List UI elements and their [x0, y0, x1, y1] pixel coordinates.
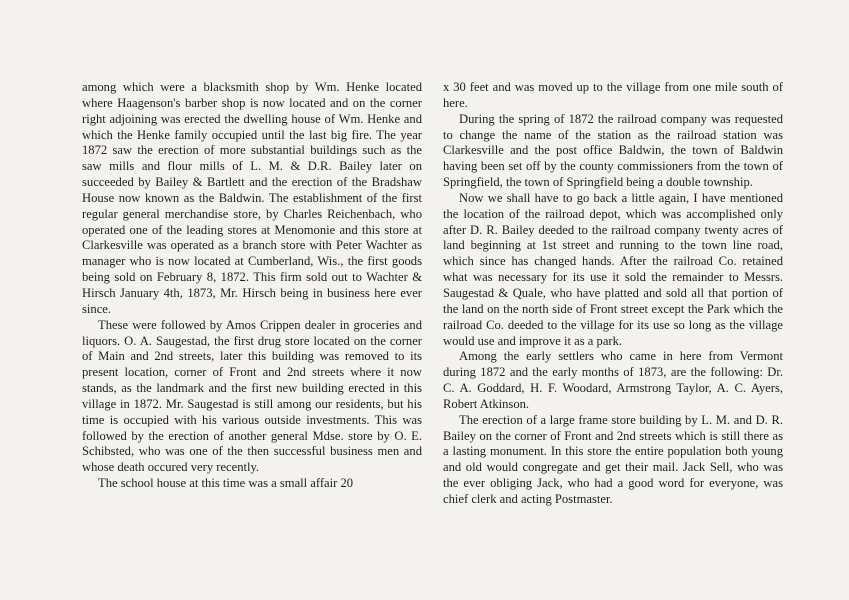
right-paragraph-5: The erection of a large frame store building by L. M. and D. R. Bailey on the corner of Front and 2nd streets which is still there as a lasting monument. In this store the entire population both young and old would congregate and get their mail. Jack Sell, who was the ever obliging Jack, who had a good word for everyone, was chief clerk and acting Postmaster. — [443, 412, 783, 506]
right-paragraph-1: x 30 feet and was moved up to the village from one mile south of here. — [443, 80, 783, 110]
right-paragraph-4: Among the early settlers who came in here from Vermont during 1872 and the early months of 1873, are the following: Dr. C. A. Goddard, H. F. Woodard, Armstrong Taylor, A. C. Ayers, Robert Atkinson. — [443, 349, 783, 411]
right-paragraph-2: During the spring of 1872 the railroad company was requested to change the name of the station as the railroad station was Clarkesville and the post office Baldwin, the town of Baldwin having been set off by the county commissioners from the town of Springfield, the town of Springfield being a double township. — [443, 111, 783, 190]
left-text-column — [82, 80, 422, 492]
left-paragraph-3: The school house at this time was a small affair 20 — [98, 476, 354, 491]
left-paragraph-1: among which were a blacksmith shop by Wm. Henke located where Haagenson's barber shop is now located and on the corner right adjoining was erected the dwelling house of Wm. Henke and which the Henke family occupied until the last big fire. The year 1872 saw the erection of more substantial buildings such as the saw mills and flour mills of L. M. & D.R. Bailey later on succeeded by Bailey & Bartlett and the erection of the Bradshaw House now known as the Baldwin. The establishment of the first regular general merchandise store, by Charles Reichenbach, who operated one of the leading stores at Menomonie and this store at Clarkesville was operated as a branch store with Peter Wachter as manager who is now located at Cumberland, Wis., the first goods being sold on February 8, 1872. This firm sold out to Wachter & Hirsch January 4th, 1873, Mr. Hirsch being in business here ever since. — [82, 80, 422, 316]
right-paragraph-3: Now we shall have to go back a little again, I have mentioned the location of the railroad depot, which was accomplished only after D. R. Bailey deeded to the railroad company twenty acres of land beginning at 1st street and running to the town line road, which since has changed hands. After the railroad Co. retained what was necessary for its use it sold the remainder to Messrs. Saugestad & Quale, who have platted and sold all that portion of the land on the north side of Front street except the Park which the railroad Co. deeded to the village for its use so long as the village would use and improve it as a park. — [443, 190, 783, 348]
left-paragraph-2: These were followed by Amos Crippen dealer in groceries and liquors. O. A. Saugestad, the first drug store located on the corner of Main and 2nd streets, later this building was removed to its present location, corner of Front and 2nd streets where it now stands, as the landmark and the first new building erected in this village in 1872. Mr. Saugestad is still among our residents, but his time is occupied with his various outside investments. This was followed by the erection of another general Mdse. store by O. E. Schibsted, who was one of the then successful business men and whose death occured very recently. — [82, 317, 422, 475]
right-text-column — [443, 80, 783, 508]
